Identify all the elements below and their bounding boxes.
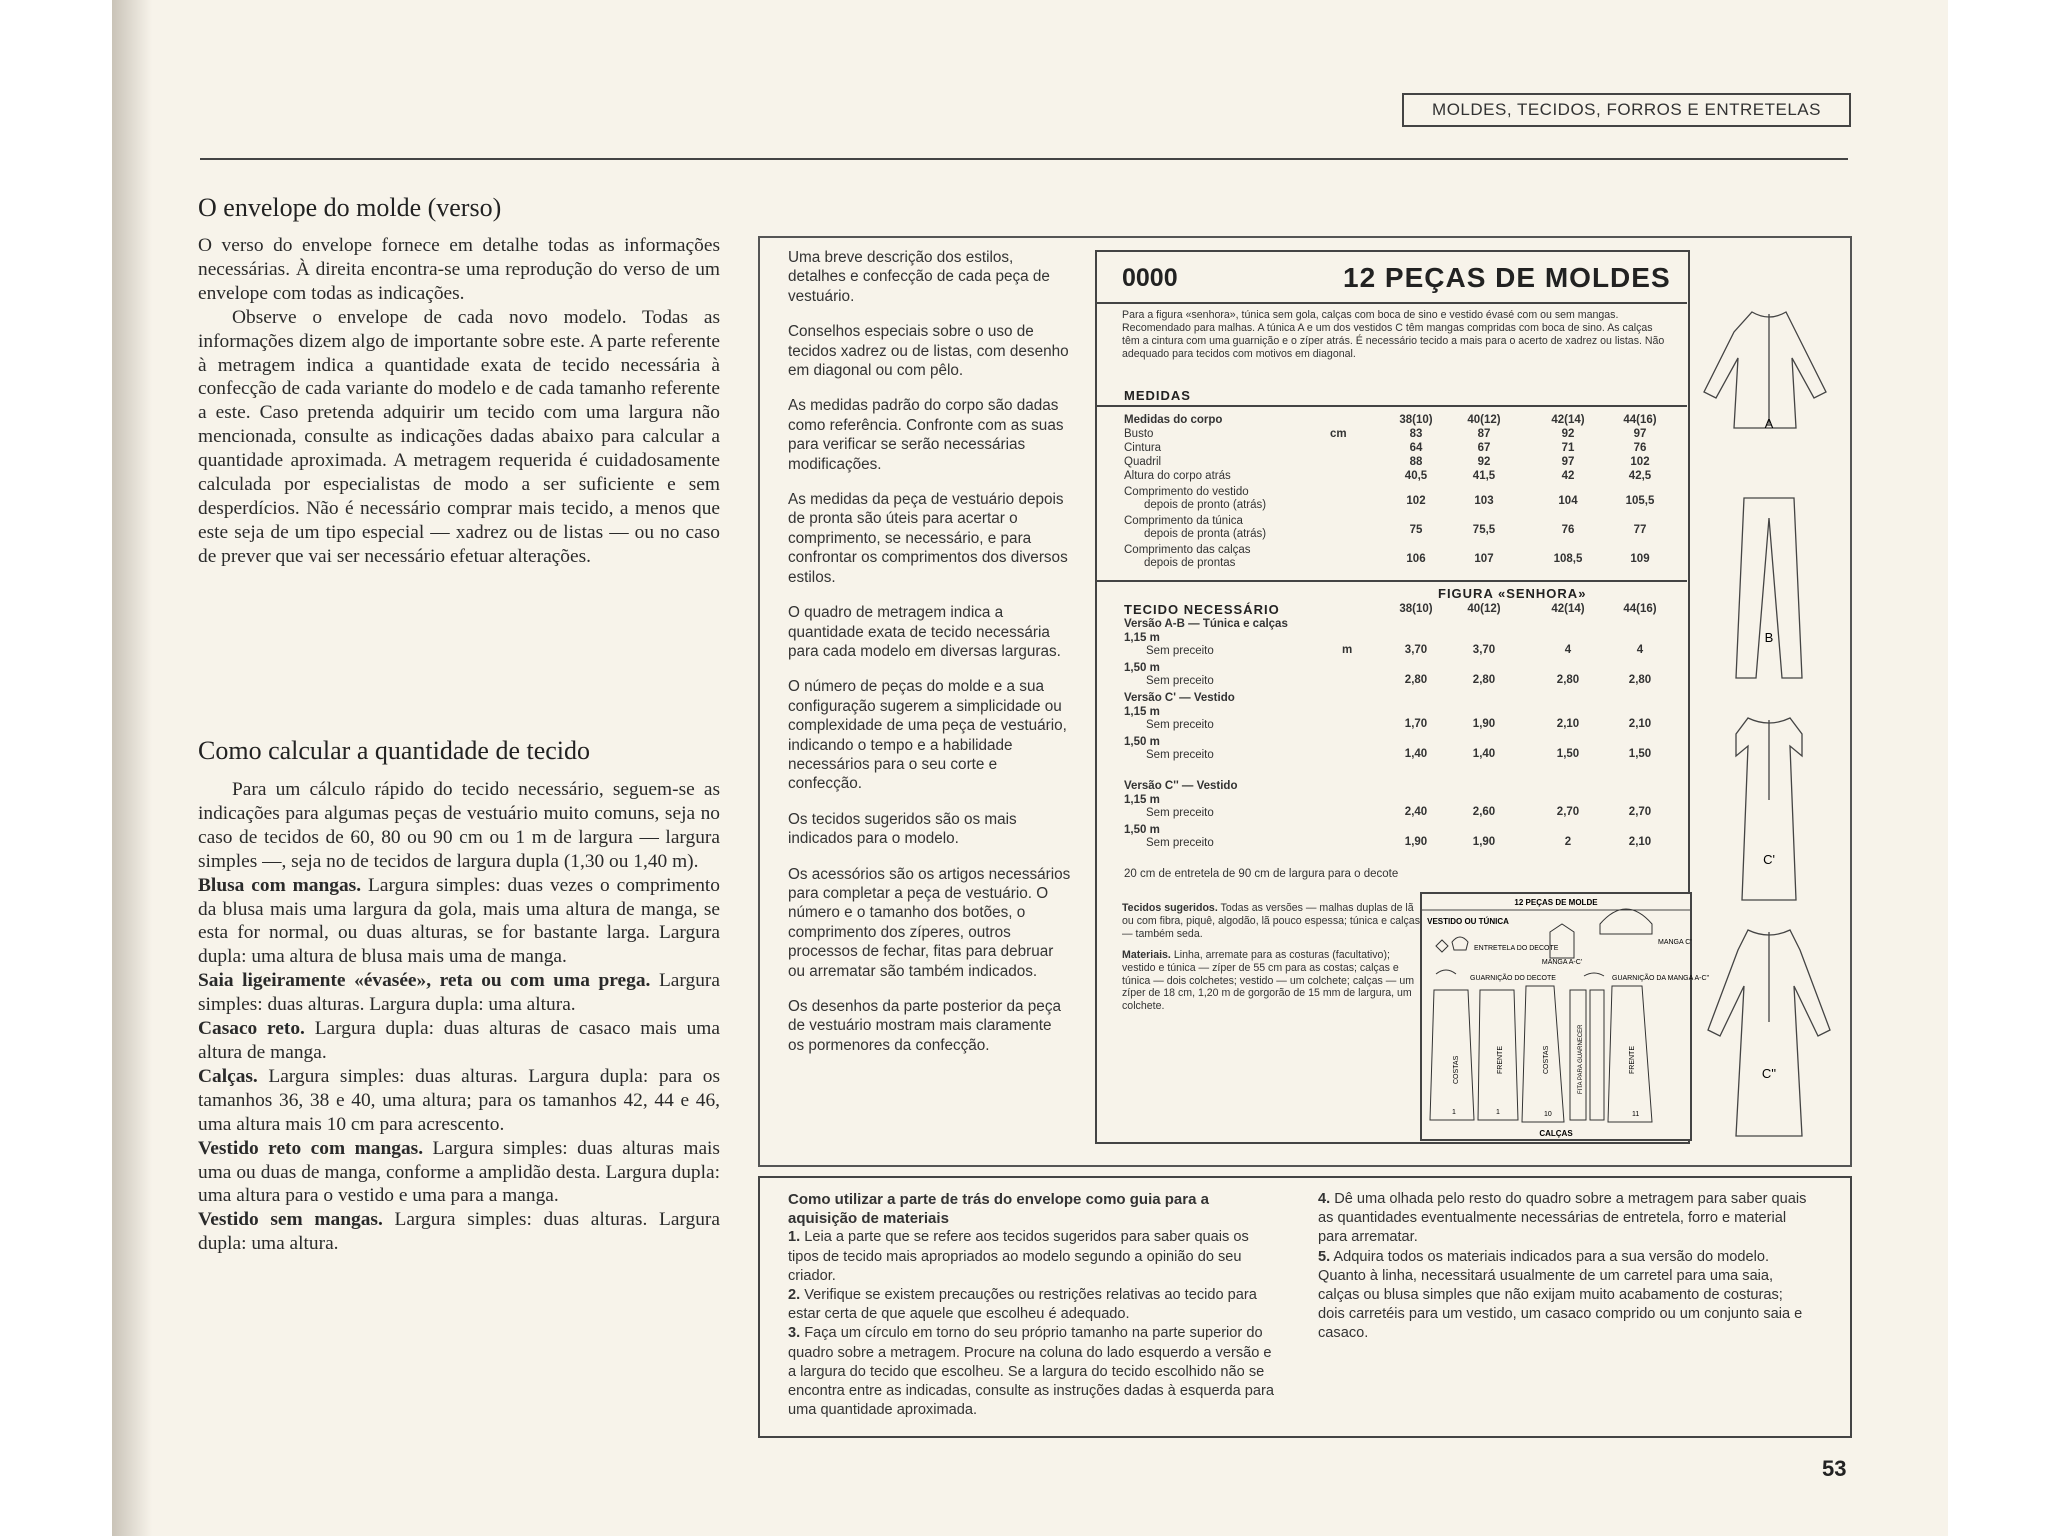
figure-label-a: A [1764, 416, 1774, 431]
fabric-width: 1,50 m [1124, 736, 1160, 748]
materials-block [1122, 902, 1422, 1021]
measure-value: 83 [1409, 428, 1423, 440]
piece-label: FRENTE [1629, 1046, 1636, 1074]
fabric-row-label: Sem preceito [1146, 719, 1214, 731]
fabric-value: 4 [1564, 644, 1572, 656]
fabric-value: 1,90 [1472, 836, 1496, 848]
finished-value: 106 [1406, 553, 1426, 565]
piece-number: 1 [1496, 1109, 1500, 1116]
paragraph: Observe o envelope de cada novo modelo. Todas as informações dizem algo de importante sobre este. A parte referente à metragem indica a quantidade exata de tecido necessária à confecção de cada variante do modelo e de cada tamanho referente a este. Caso pretenda adquirir um tecido com uma largura não mencionada, consulte as indicações dadas abaixo para calcular a quantidade aproximada. A metragem requerida é cuidadosamente calculada por especialistas de modo a ser suficiente e sem desperdícios. Não é necessário comprar mais tecido, a menos que este seja de um tipo especial — xadrez ou de listas — ou no caso de prever que vai ser necessário efetuar alterações. [198, 306, 720, 567]
suggested-label: Tecidos sugeridos. [1122, 902, 1218, 914]
fabric-value: 1,50 [1628, 748, 1652, 760]
finished-value: 103 [1474, 495, 1494, 507]
annotation-note: Conselhos especiais sobre o uso de tecidos xadrez ou de listas, com desenho em diagonal ou com pêlo. [788, 323, 1069, 380]
unit-m: m [1342, 644, 1353, 656]
piece-number: 1 [1452, 1109, 1456, 1116]
pieces-subtitle: VESTIDO OU TÚNICA [1427, 917, 1509, 926]
fabric-value: 1,90 [1404, 836, 1428, 848]
garment-text: Largura simples: duas alturas. Largura dupla: uma altura. [198, 970, 720, 1016]
measure-value: 92 [1477, 456, 1491, 468]
running-header: MOLDES, TECIDOS, FORROS E ENTRETELAS [1402, 93, 1851, 127]
section-title-envelope: O envelope do molde (verso) [198, 193, 502, 222]
size-header: 42(14) [1551, 603, 1585, 615]
garment-list [198, 874, 720, 1257]
fabric-width: 1,15 m [1124, 706, 1160, 718]
measure-value: 97 [1633, 428, 1647, 440]
fabric-value: 2,80 [1628, 674, 1652, 686]
fabric-value: 2,70 [1556, 806, 1580, 818]
divider [1097, 405, 1687, 407]
figure-label-b: B [1764, 630, 1774, 645]
fabric-value: 2,40 [1404, 806, 1428, 818]
step-text: Verifique se existem precauções ou restrições relativas ao tecido para estar certa de que aquele que escolheu é adequado. [788, 1287, 1257, 1323]
garment-item [198, 969, 720, 1017]
measure-value: 40,5 [1404, 470, 1428, 482]
finished-label: depois de pronto (atrás) [1144, 499, 1267, 511]
fabric-value: 1,90 [1472, 718, 1496, 730]
measure-value: 76 [1633, 442, 1647, 454]
annotation-column [788, 248, 1071, 1071]
fabric-value: 2,60 [1472, 806, 1496, 818]
pattern-number: 0000 [1122, 264, 1178, 292]
piece-label: ENTRETELA DO DECOTE [1474, 945, 1559, 952]
measure-value: 42,5 [1628, 470, 1652, 482]
fabric-width: 1,50 m [1124, 662, 1160, 674]
size-header: 42(14) [1551, 414, 1585, 426]
version-label: Versão A-B — Túnica e calças [1124, 618, 1288, 630]
size-header: 44(16) [1623, 603, 1657, 615]
finished-value: 75 [1409, 524, 1423, 536]
measures-heading: MEDIDAS [1124, 388, 1191, 403]
annotation-note: Os tecidos sugeridos são os mais indicados para o modelo. [788, 810, 1017, 848]
finished-value: 75,5 [1472, 524, 1496, 536]
step-number: 5. [1318, 1248, 1331, 1265]
step-text: Dê uma olhada pelo resto do quadro sobre a metragem para saber quais as quantidades eventualmente necessárias de entretela, forro e material para arrematar. [1318, 1191, 1807, 1246]
annotation-note: As medidas padrão do corpo são dadas como referência. Confronte com as suas para verificar se serão necessárias modificações. [788, 397, 1064, 473]
step-text: Leia a parte que se refere aos tecidos sugeridos para saber quais os tipos de tecido mais apropriados ao modelo segundo a opinião do seu criador. [788, 1229, 1249, 1284]
version-label: Versão C'' — Vestido [1124, 780, 1238, 792]
piece-label: FRENTE [1497, 1046, 1504, 1074]
garment-text: Largura simples: duas vezes o comprimento da blusa mais uma largura da gola, mais uma altura de manga, se esta for normal, ou duas alturas, se for bastante larga. Largura dupla: uma altura de blusa mais uma de manga. [198, 874, 720, 968]
steps-left [788, 1228, 1280, 1420]
body-measures-heading: Medidas do corpo [1124, 414, 1223, 426]
garment-term: Vestido reto com mangas. [198, 1137, 424, 1159]
step-text: Faça um círculo em torno do seu próprio tamanho na parte superior do quadro sobre a metragem. Procure na coluna do lado esquerdo a versão e a largura do tecido que escolheu. Se a largura do tecido escolhido não se encontra entre as indicadas, consulte as instruções dadas à esquerda para uma quantidade aproximada. [788, 1325, 1274, 1419]
pattern-pieces-drawing [1422, 894, 1710, 1139]
finished-label: Comprimento do vestido [1124, 486, 1249, 498]
how-to-title: Como utilizar a parte de trás do envelope como guia para a aquisição de materiais [788, 1191, 1209, 1228]
annotation-note: Os desenhos da parte posterior da peça de vestuário mostram mais claramente os pormenores da confecção. [788, 998, 1061, 1054]
fabric-value: 2,80 [1556, 674, 1580, 686]
fabric-row-label: Sem preceito [1146, 675, 1214, 687]
finished-value: 77 [1633, 524, 1647, 536]
back-view-figures [1694, 300, 1844, 1140]
piece-label: COSTAS [1543, 1045, 1550, 1074]
fabric-value: 2,80 [1404, 674, 1428, 686]
piece-label: MANGA A-C' [1541, 959, 1583, 966]
fabric-row-label: Sem preceito [1146, 837, 1214, 849]
finished-value: 76 [1561, 524, 1575, 536]
figure-label-c2: C'' [1761, 1066, 1777, 1081]
section-calculate-body [198, 778, 720, 1256]
fabric-value: 4 [1636, 644, 1644, 656]
measure-value: 87 [1477, 428, 1491, 440]
fabric-row-label: Sem preceito [1146, 749, 1214, 761]
pieces-footer: CALÇAS [1539, 1129, 1573, 1138]
measure-value: 71 [1561, 442, 1575, 454]
measure-value: 41,5 [1472, 470, 1496, 482]
garment-text: Largura simples: duas alturas. Largura dupla: para os tamanhos 36, 38 e 40, uma altura; para os tamanhos 42, 44 e 46, uma altura mais 10 cm para acrescento. [198, 1065, 720, 1135]
how-to-step [1318, 1248, 1812, 1344]
page-number: 53 [1822, 1456, 1847, 1481]
how-to-right [1318, 1190, 1812, 1344]
fabric-value: 2 [1564, 836, 1572, 848]
section-envelope-body [198, 234, 720, 569]
pattern-description: Para a figura «senhora», túnica sem gola, calças com boca de sino e vestido évasé com ou sem mangas. Recomendado para malhas. A túnica A e um dos vestidos C têm mangas compridas com boca de sino. As calças têm a cintura com uma guarnição e o zíper atrás. É necessário tecido a mais para o acerto de xadrez ou listas. Não adequado para tecidos com motivos em diagonal. [1122, 309, 1665, 360]
step-text: Adquira todos os materiais indicados para a sua versão do modelo. Quanto à linha, necessitará usualmente de um carretel para uma saia, calças ou blusa simples que não exijam muito acabamento de costuras; dois carretéis para um vestido, um casaco comprido ou um conjunto saia e casaco. [1318, 1248, 1803, 1342]
materials-label: Materiais. [1122, 948, 1171, 961]
header-rule [200, 158, 1848, 160]
garment-term: Casaco reto. [198, 1018, 305, 1040]
figure-label-c1: C' [1763, 852, 1775, 867]
finished-label: depois de prontas [1144, 557, 1236, 569]
page-gutter-shadow [112, 0, 152, 1536]
garment-term: Vestido sem mangas. [198, 1209, 383, 1231]
size-header: 38(10) [1399, 414, 1433, 426]
garment-term: Calças. [198, 1065, 258, 1087]
divider [1097, 302, 1687, 304]
fabric-value: 2,80 [1472, 674, 1496, 686]
fabric-value: 2,10 [1556, 718, 1580, 730]
interfacing-text: 20 cm de entretela de 90 cm de largura para o decote [1124, 868, 1399, 880]
step-number: 1. [788, 1229, 801, 1246]
pattern-title: 12 PEÇAS DE MOLDES [1343, 262, 1671, 293]
size-header: 40(12) [1467, 414, 1501, 426]
fabric-value: 2,70 [1628, 806, 1652, 818]
paragraph: O verso do envelope fornece em detalhe todas as informações necessárias. À direita encontra-se uma reprodução do verso de um envelope com todas as indicações. [198, 235, 720, 304]
fabric-width: 1,15 m [1124, 794, 1160, 806]
finished-value: 107 [1474, 553, 1494, 565]
garment-item [198, 1137, 720, 1209]
garment-term: Blusa com mangas. [198, 874, 362, 896]
interfacing-note [1124, 868, 1398, 880]
piece-number: 11 [1632, 1111, 1640, 1118]
measure-value: 64 [1409, 442, 1423, 454]
measure-label: Cintura [1124, 442, 1162, 454]
measure-label: Quadril [1124, 456, 1162, 468]
pieces-title: 12 PEÇAS DE MOLDE [1514, 898, 1598, 907]
fabric-width: 1,15 m [1124, 632, 1160, 644]
garment-text: Largura simples: duas alturas. Largura dupla: uma altura. [198, 1209, 720, 1255]
finished-value: 105,5 [1625, 495, 1655, 507]
pattern-pieces-diagram [1420, 892, 1710, 1141]
how-to-step [1318, 1190, 1812, 1248]
fabric-value: 1,70 [1404, 718, 1428, 730]
finished-label: Comprimento das calças [1124, 544, 1251, 556]
annotation-note: O quadro de metragem indica a quantidade exata de tecido necessária para cada modelo em diversas larguras. [788, 604, 1061, 660]
finished-value: 109 [1630, 553, 1650, 565]
garment-text: Largura simples: duas alturas mais uma ou duas de manga, conforme a amplidão desta. Largura dupla: uma altura para o vestido e uma para a manga. [198, 1137, 720, 1207]
fabric-value: 1,40 [1472, 748, 1496, 760]
garment-term: Saia ligeiramente «évasée», reta ou com uma prega. [198, 970, 651, 992]
measure-label: Altura do corpo atrás [1124, 470, 1231, 482]
measure-value: 92 [1561, 428, 1575, 440]
fabric-value: 3,70 [1404, 644, 1428, 656]
how-to-step [788, 1286, 1280, 1324]
fabric-value: 1,40 [1404, 748, 1428, 760]
measure-value: 67 [1477, 442, 1491, 454]
finished-value: 108,5 [1553, 553, 1583, 565]
garment-text: Largura dupla: duas alturas de casaco mais uma altura de manga. [198, 1018, 720, 1063]
garment-item [198, 1017, 720, 1065]
garment-item [198, 1065, 720, 1137]
finished-label: Comprimento da túnica [1124, 515, 1243, 527]
finished-value: 104 [1558, 495, 1578, 507]
piece-label: MANGA C' [1658, 939, 1692, 946]
step-number: 4. [1318, 1191, 1331, 1207]
annotation-note: Os acessórios são os artigos necessários para completar a peça de vestuário. O número e o tamanho dos botões, o comprimento dos zíperes, outros processos de fechar, fitas para debruar ou arrematar são também indicados. [788, 865, 1071, 980]
piece-label: COSTAS [1453, 1055, 1460, 1084]
size-header: 40(12) [1467, 603, 1501, 615]
fabric-width: 1,50 m [1124, 824, 1160, 836]
fabric-value: 3,70 [1472, 644, 1496, 656]
garment-item [198, 874, 720, 970]
fabric-row-label: Sem preceito [1146, 645, 1214, 657]
fabric-heading: TECIDO NECESSÁRIO [1124, 602, 1280, 617]
how-to-step [788, 1324, 1280, 1420]
piece-label: GUARNIÇÃO DA MANGA A-C'' [1612, 975, 1710, 982]
section-title-calculate: Como calcular a quantidade de tecido [198, 736, 591, 765]
how-to-left [788, 1190, 1280, 1420]
steps-right [1318, 1190, 1812, 1344]
step-number: 2. [788, 1287, 801, 1304]
how-to-step [788, 1228, 1280, 1286]
fabric-value: 1,50 [1556, 748, 1580, 760]
measure-value: 97 [1561, 456, 1575, 468]
finished-label: depois de pronta (atrás) [1144, 528, 1267, 540]
measure-value: 102 [1630, 456, 1650, 468]
suggested-text: Todas as versões — malhas duplas de lã ou com fibra, piquê, algodão, lã pouco espessa; túnica e calças — também seda. [1122, 902, 1420, 940]
fabric-row-label: Sem preceito [1146, 807, 1214, 819]
piece-number: 10 [1544, 1111, 1552, 1118]
figure-heading: FIGURA «SENHORA» [1438, 586, 1587, 601]
size-header: 38(10) [1399, 603, 1433, 615]
unit-cm: cm [1330, 428, 1347, 440]
materials-text: Linha, arremate para as costuras (facultativo); vestido e túnica — zíper de 55 cm para as costas; calças e túnica — dois colchetes; vestido — um colchete; calças — um zíper de 18 cm, 1,20 m de gorgorão de 15 mm de largura, um colchete. [1122, 948, 1415, 1013]
fabric-value: 2,10 [1628, 718, 1652, 730]
measure-value: 88 [1409, 456, 1423, 468]
annotation-note: O número de peças do molde e a sua configuração sugerem a simplicidade ou complexidade de uma peça de vestuário, indicando o tempo e a habilidade necessários para o seu corte e confecção. [788, 678, 1067, 793]
measure-value: 42 [1561, 470, 1575, 482]
annotation-note: As medidas da peça de vestuário depois de pronta são úteis para acertar o comprimento, se necessário, e para confrontar os comprimentos dos diversos estilos. [788, 491, 1068, 586]
paragraph: Para um cálculo rápido do tecido necessário, seguem-se as indicações para algumas peças de vestuário muito comuns, seja no caso de tecidos de 60, 80 ou 90 cm ou 1 m de largura — largura simples —, seja no de tecidos de largura dupla (1,30 ou 1,40 m). [198, 779, 720, 872]
piece-label: GUARNIÇÃO DO DECOTE [1470, 975, 1556, 982]
size-header: 44(16) [1623, 414, 1657, 426]
measure-label: Busto [1124, 428, 1154, 440]
finished-value: 102 [1406, 495, 1426, 507]
version-label: Versão C' — Vestido [1124, 692, 1235, 704]
step-number: 3. [788, 1325, 801, 1342]
piece-label: FITA PARA GUARNECER [1578, 1024, 1584, 1094]
divider [1097, 580, 1687, 582]
annotation-note: Uma breve descrição dos estilos, detalhes e confecção de cada peça de vestuário. [788, 249, 1050, 305]
garment-item [198, 1208, 720, 1256]
fabric-value: 2,10 [1628, 836, 1652, 848]
